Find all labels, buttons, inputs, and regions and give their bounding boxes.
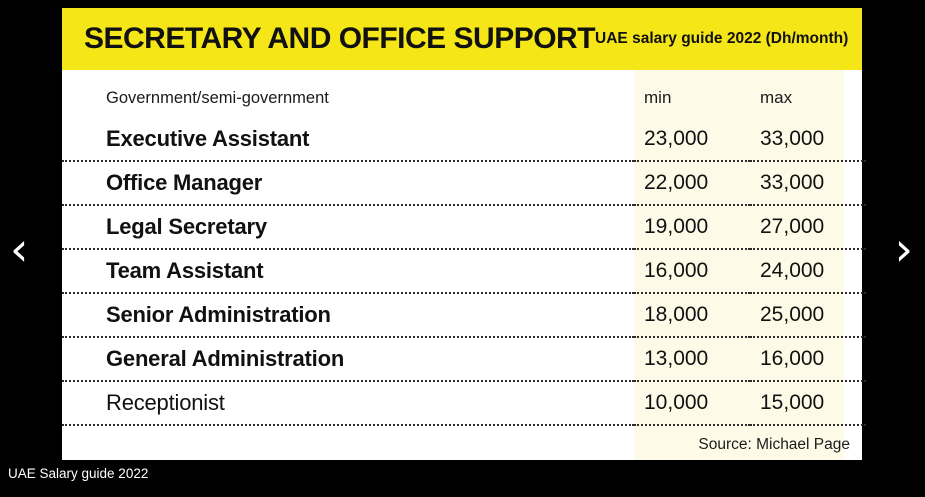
column-header-min: min [644,88,672,107]
row-min: 23,000 [644,127,709,150]
page-title: SECRETARY AND OFFICE SUPPORT [84,22,596,55]
table-row [62,205,866,249]
row-role: Team Assistant [106,258,264,283]
row-min: 19,000 [644,215,709,238]
table-row [62,118,866,161]
row-max: 24,000 [760,259,825,282]
row-max: 16,000 [760,347,825,370]
table-row [62,249,866,293]
row-max: 33,000 [760,127,825,150]
row-role: Senior Administration [106,302,331,327]
column-header-group: Government/semi-government [106,88,329,107]
row-min: 22,000 [644,171,709,194]
salary-guide-card [62,8,862,460]
card-subtitle: UAE salary guide 2022 (Dh/month) [595,30,849,47]
table-header-row [62,70,866,118]
salary-table [62,70,866,464]
row-max: 25,000 [760,303,825,326]
row-min: 16,000 [644,259,709,282]
salary-table-area [62,70,862,460]
slide-caption: UAE Salary guide 2022 [8,466,149,481]
row-role: Legal Secretary [106,214,267,239]
row-role: Office Manager [106,170,263,195]
row-role: General Administration [106,346,345,371]
row-min: 13,000 [644,347,709,370]
row-max: 15,000 [760,391,825,414]
column-header-max: max [760,88,793,107]
carousel-next-icon[interactable]: › [894,221,913,276]
table-row [62,381,866,425]
table-row [62,337,866,381]
row-max: 33,000 [760,171,825,194]
card-header [62,8,862,70]
source-label: Source: Michael Page [698,436,850,453]
row-role: Receptionist [106,390,225,415]
row-min: 18,000 [644,303,709,326]
row-min: 10,000 [644,391,709,414]
source-row [62,425,866,464]
row-max: 27,000 [760,215,825,238]
row-role: Executive Assistant [106,126,310,151]
table-row [62,161,866,205]
carousel-prev-icon[interactable]: ‹ [10,221,29,276]
table-row [62,293,866,337]
